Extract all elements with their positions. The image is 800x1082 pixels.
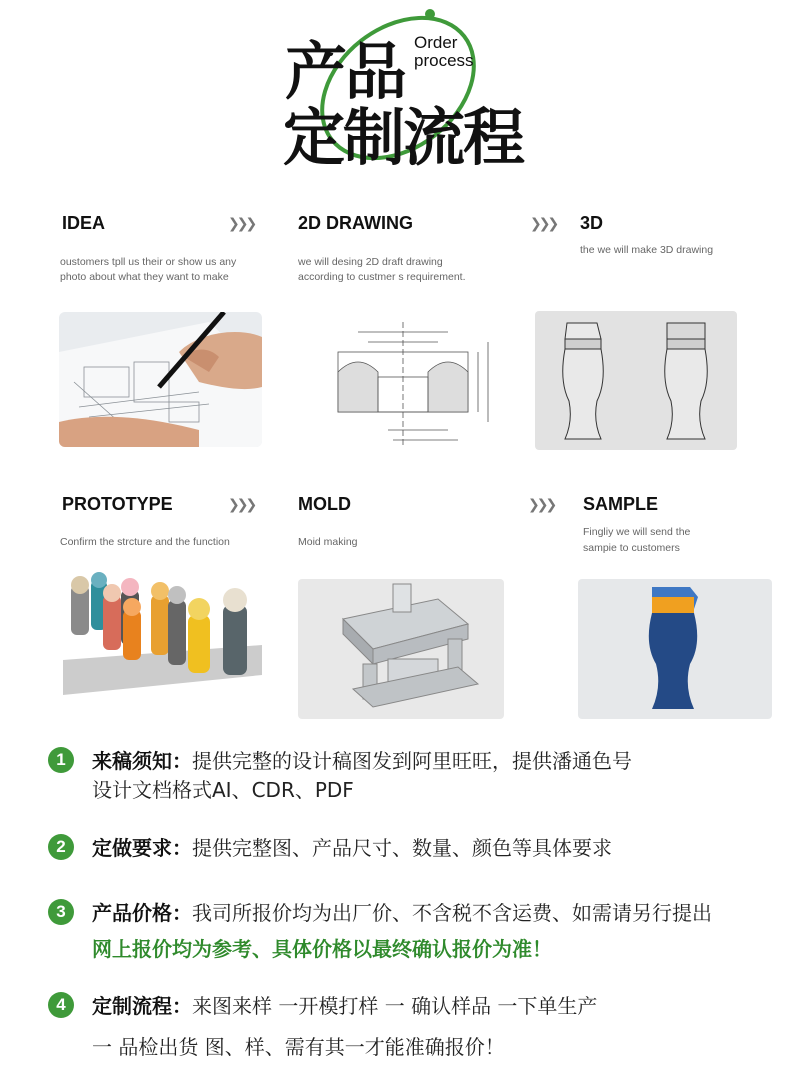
idea-hand-drawing-image [59,312,262,447]
info-label-3: 产品价格： [92,901,192,925]
step-title-sample: SAMPLE [583,494,659,514]
subtitle-process: process [414,51,474,70]
info-line-1 [92,745,632,774]
step-desc-sample-2: sampie to customers [583,542,680,554]
info-text-1: 提供完整的设计稿图发到阿里旺旺，提供潘通色号 [192,749,632,773]
arrow-right-icon: ❯❯❯ [228,216,255,232]
info-text-4: 来图来样 一开模打样 一 确认样品 一下单生产 [192,994,598,1018]
step-desc-idea-1: oustomers tpll us their or show us any [60,256,237,268]
prototype-bottles-image [63,565,262,695]
info-text-1-line2: 设计文档格式AI、CDR、PDF [92,778,354,802]
info-number-badge-2: 2 [48,834,74,860]
subtitle-order: Order [414,33,458,52]
info-line-3 [92,897,712,926]
info-label-4: 定制流程： [92,994,192,1018]
step-desc-3d: the we will make 3D drawing [580,244,714,256]
info-number-badge-4: 4 [48,992,74,1018]
page-title-line2: 定制流程 [283,101,524,174]
page-title-line1: 产品 [285,35,406,108]
step-desc-mold: Moid making [298,536,358,548]
step-title-idea: IDEA [62,213,106,233]
info-number-badge-1: 1 [48,747,74,773]
info-line-4 [92,990,597,1019]
step-title-3d: 3D [580,213,604,233]
info-text-3: 我司所报价均为出厂价、不含税不含运费、如需请另行提出 [192,901,712,925]
step-desc-2d-1: we will desing 2D draft drawing [298,256,443,268]
info-line-2 [92,832,612,861]
info-text-4-line2: 一 品检出货 图、样、需有其一才能准确报价！ [92,1035,505,1059]
step-title-2d-drawing: 2D DRAWING [298,213,414,233]
info-label-1: 来稿须知： [92,749,192,773]
mold-image [298,579,504,719]
step-desc-2d-2: according to custmer s requirement. [298,271,466,283]
technical-drawing-image [298,312,501,452]
step-title-prototype: PROTOTYPE [62,494,173,514]
step-desc-prototype: Confirm the strcture and the function [60,536,230,548]
arrow-right-icon: ❯❯❯ [528,497,555,513]
info-label-2: 定做要求： [92,836,192,860]
bottle-3d-image [535,311,737,450]
info-text-2: 提供完整图、产品尺寸、数量、颜色等具体要求 [192,836,612,860]
price-note: 网上报价均为参考、具体价格以最终确认报价为准！ [92,937,552,961]
step-desc-idea-2: photo about what they want to make [60,271,229,283]
arrow-right-icon: ❯❯❯ [228,497,255,513]
step-title-mold: MOLD [298,494,351,514]
step-desc-sample-1: Fingliy we will send the [583,526,691,538]
sample-bottle-image [578,579,772,719]
arrow-right-icon: ❯❯❯ [530,216,557,232]
info-number-badge-3: 3 [48,899,74,925]
